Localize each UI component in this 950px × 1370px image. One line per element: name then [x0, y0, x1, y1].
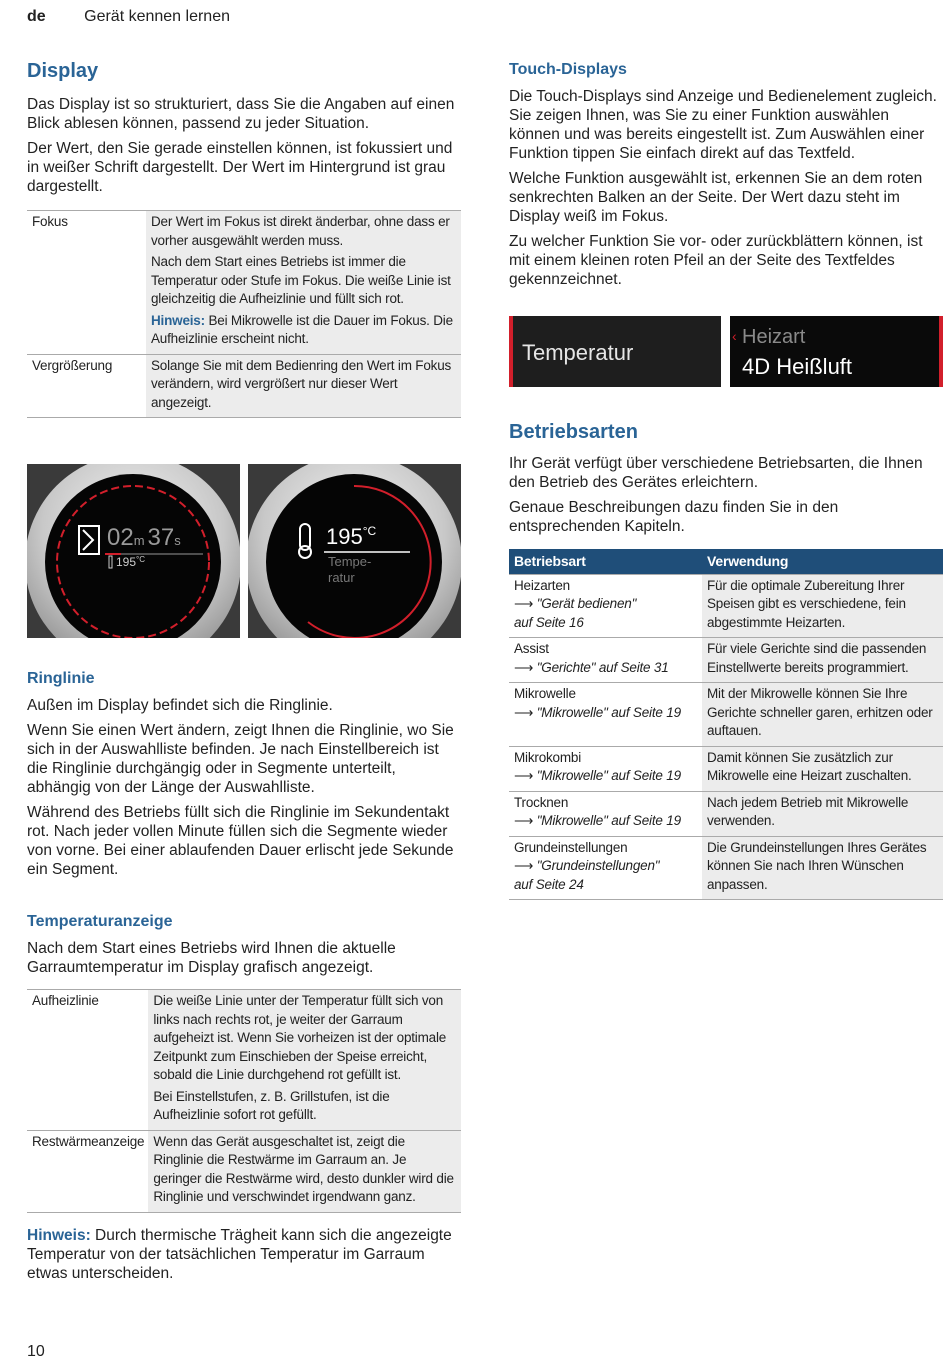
arrow-right-icon: ⟶	[514, 704, 537, 720]
mode-name: Assist	[514, 641, 549, 656]
mode-usage: Für viele Gerichte sind die passenden Einstellwerte bereits programmiert.	[702, 638, 943, 683]
ringlinie-paragraph-1: Außen im Display befindet sich die Ringlinie.	[27, 697, 333, 714]
ringlinie-heading: Ringlinie	[27, 670, 95, 687]
betriebsarten-paragraph-1: Ihr Gerät verfügt über verschiedene Betriebsarten, die Ihnen den Betrieb des Gerätes erleichtern.	[509, 455, 923, 491]
panel-label-temperatur: Temperatur	[522, 340, 634, 365]
timer-seconds: 37	[147, 524, 175, 551]
touch-paragraph-1: Die Touch-Displays sind Anzeige und Bedienelement zugleich. Sie zeigen Ihnen, was Sie zu einer Funktion auswählen können und was bereits eingestellt ist. Zum Auswählen einer Funktion tippen Sie einfach direkt auf das Textfeld.	[509, 88, 937, 162]
term-fokus: Fokus	[27, 211, 146, 355]
ringlinie-paragraph-3: Während des Betriebs füllt sich die Ringlinie im Sekundentakt rot. Nach jeder vollen Minute füllen sich die Segmente wieder von vorne. Bei einer ablaufenden Dauer erlischt jede Sekunde ein Segment.	[27, 804, 454, 878]
chevron-left-icon: ‹	[732, 328, 737, 344]
cross-reference-page[interactable]: auf Seite 16	[514, 614, 584, 630]
temperaturanzeige-heading: Temperaturanzeige	[27, 913, 173, 930]
timer-readout	[107, 524, 181, 552]
cross-reference-link[interactable]: ⟶ "Mikrowelle" auf Seite 19	[514, 768, 681, 783]
arrow-right-icon: ⟶	[514, 858, 537, 873]
dial2-temperature	[326, 524, 376, 550]
touch-panel-heizart[interactable]	[730, 316, 943, 387]
mode-name: Mikrowelle	[514, 686, 576, 701]
aufheizlinie-text-2: Bei Einstellstufen, z. B. Grillstufen, ist die Aufheizlinie sofort rot gefüllt.	[153, 1088, 390, 1122]
temperature-definition-table	[27, 989, 461, 1213]
cross-reference-page[interactable]: auf Seite 24	[514, 876, 584, 892]
table-row	[509, 746, 943, 791]
hint-text: Durch thermische Trägheit kann sich die angezeigte Temperatur von der tatsächlichen Temperatur im Garraum etwas unterscheiden.	[27, 1226, 452, 1282]
language-label: de	[27, 8, 46, 25]
table-row	[509, 574, 943, 638]
touch-displays-section	[509, 61, 943, 289]
term-restwaermeanzeige: Restwärmeanzeige	[27, 1130, 148, 1212]
term-vergroesserung: Vergrößerung	[27, 354, 146, 418]
mode-usage: Die Grundeinstellungen Ihres Gerätes können Sie nach Ihren Wünschen anpassen.	[702, 836, 943, 900]
mode-name: Grundeinstellungen	[514, 839, 628, 855]
hint-text: Bei Mikrowelle ist die Dauer im Fokus. Die Aufheizlinie erscheint nicht.	[151, 312, 453, 346]
timer-minutes: 02	[107, 524, 134, 551]
cross-reference-link[interactable]: ⟶ "Mikrowelle" auf Seite 19	[514, 813, 681, 828]
temperaturanzeige-paragraph: Nach dem Start eines Betriebs wird Ihnen die aktuelle Garraumtemperatur im Display grafisch angezeigt.	[27, 940, 396, 976]
dial1-temp-unit: °C	[136, 555, 146, 564]
touch-paragraph-3: Zu welcher Funktion Sie vor- oder zurückblättern können, ist mit einem kleinen roten Pfeil an der Seite des Textfeldes gekennzeichnet.	[509, 233, 923, 288]
mode-name: Trocknen	[514, 794, 569, 810]
hint-label: Hinweis:	[151, 312, 205, 328]
column-header-betriebsart: Betriebsart	[509, 549, 702, 574]
table-row	[27, 354, 461, 418]
arrow-right-icon: ⟶	[514, 596, 537, 611]
selection-bar	[509, 316, 513, 387]
page-number: 10	[27, 1343, 45, 1360]
dial2-temp-value: 195	[326, 524, 363, 549]
dial-image-temperature	[248, 464, 461, 638]
aufheizlinie-text-1: Die weiße Linie unter der Temperatur füllt sich von links nach rechts rot, je weiter der Garraum aufgeheizt ist. Wenn Sie vorheizen ist der optimale Zeitpunkt zum Einschieben der Speise erreicht, sobald die Linie durchgehend rot gefüllt ist.	[153, 993, 447, 1082]
fokus-text-1: Der Wert im Fokus ist direkt änderbar, ohne dass er vorher ausgewählt werden muss.	[151, 214, 450, 248]
arrow-right-icon: ⟶	[514, 813, 537, 828]
display-paragraph-1: Das Display ist so strukturiert, dass Sie die Angaben auf einen Blick ablesen können, passend zu jeder Situation.	[27, 96, 455, 132]
arrow-right-icon: ⟶	[514, 768, 537, 783]
betriebsarten-heading: Betriebsarten	[509, 421, 638, 443]
betriebsarten-section	[509, 421, 943, 900]
cross-reference-link[interactable]: ⟶ "Grundeinstellungen"	[514, 858, 660, 873]
cross-reference-link[interactable]: ⟶ "Gerichte" auf Seite 31	[514, 659, 669, 675]
term-aufheizlinie: Aufheizlinie	[27, 990, 148, 1131]
cross-reference-link[interactable]: ⟶ "Mikrowelle" auf Seite 19	[514, 704, 681, 720]
mode-usage: Damit können Sie zusätzlich zur Mikrowelle eine Heizart zuschalten.	[702, 746, 943, 791]
display-definition-table	[27, 210, 461, 418]
temperaturanzeige-section	[27, 913, 461, 1283]
temperature-dial-graphic	[248, 464, 461, 638]
mode-usage: Für die optimale Zubereitung Ihrer Speisen gibt es verschiedene, fein abgestimmte Heizarten.	[702, 574, 943, 638]
page-header	[27, 8, 230, 26]
chapter-title: Gerät kennen lernen	[84, 8, 230, 25]
fokus-text-2: Nach dem Start eines Betriebs ist immer die Temperatur oder Stufe im Fokus. Die weiße Linie ist gleichzeitig die Aufheizlinie und füllt sich rot.	[151, 254, 451, 306]
table-row	[27, 1130, 461, 1212]
touch-panel-temperatur[interactable]	[509, 316, 721, 387]
hint-label: Hinweis:	[27, 1226, 91, 1244]
table-row	[27, 990, 461, 1131]
display-paragraph-2: Der Wert, den Sie gerade einstellen können, ist fokussiert und in weißer Schrift dargestellt. Der Wert im Hintergrund ist grau dargestellt.	[27, 140, 453, 195]
dial-image-timer	[27, 464, 240, 638]
betriebsarten-paragraph-2: Genaue Beschreibungen dazu finden Sie in den entsprechenden Kapiteln.	[509, 499, 839, 535]
dial2-label-line-1: Tempe-	[328, 554, 372, 569]
display-heading: Display	[27, 60, 99, 82]
seconds-unit: s	[174, 533, 181, 548]
mode-name: Heizarten	[514, 577, 570, 593]
panel-label-heizart: Heizart	[742, 326, 806, 348]
ringlinie-paragraph-2: Wenn Sie einen Wert ändern, zeigt Ihnen die Ringlinie, wo Sie sich in der Auswahlliste befinden. Je nach Einstellbereich ist die Ringlinie durchgängig oder in Segmente unterteilt, abhängig von der Länge der Auswahlliste.	[27, 722, 454, 796]
temperature-hint	[27, 1226, 461, 1283]
column-header-verwendung: Verwendung	[702, 549, 943, 574]
dial2-label-line-2: ratur	[328, 570, 355, 585]
touch-paragraph-2: Welche Funktion ausgewählt ist, erkennen Sie an dem roten senkrechten Balken an der Seite. Der Wert dazu steht im Display weiß im Fokus.	[509, 170, 923, 225]
table-row	[509, 638, 943, 683]
table-row	[509, 791, 943, 836]
restwaermeanzeige-text: Wenn das Gerät ausgeschaltet ist, zeigt die Ringlinie die Restwärme im Garraum an. Je geringer die Restwärme wird, desto dunkler wird die Ringlinie und verschwindet irgendwann ganz.	[148, 1130, 461, 1212]
vergroesserung-text: Solange Sie mit dem Bedienring den Wert im Fokus verändern, wird vergrößert nur dieser Wert angezeigt.	[146, 354, 461, 418]
dial1-temperature	[116, 555, 145, 569]
dial2-temp-unit: °C	[362, 524, 377, 538]
arrow-right-icon: ⟶	[514, 659, 537, 675]
table-row	[509, 836, 943, 900]
touch-displays-heading: Touch-Displays	[509, 61, 627, 78]
ringlinie-section	[27, 670, 461, 879]
fokus-hint	[151, 312, 457, 349]
dial1-temp-value: 195	[116, 555, 137, 569]
cross-reference-link[interactable]: ⟶ "Gerät bedienen"	[514, 596, 637, 611]
betriebsarten-table	[509, 549, 943, 900]
dial2-label	[328, 554, 371, 586]
table-header-row	[509, 549, 943, 574]
panel-value-heizart: 4D Heißluft	[742, 354, 853, 379]
mode-usage: Mit der Mikrowelle können Sie Ihre Gerichte schneller garen, erhitzen oder auftauen.	[702, 683, 943, 747]
minutes-unit: m	[133, 533, 145, 548]
mode-name: Mikrokombi	[514, 749, 582, 765]
table-row	[509, 683, 943, 747]
mode-usage: Nach jedem Betrieb mit Mikrowelle verwenden.	[702, 791, 943, 836]
display-section	[27, 60, 461, 418]
selection-bar	[939, 316, 943, 387]
table-row	[27, 211, 461, 355]
